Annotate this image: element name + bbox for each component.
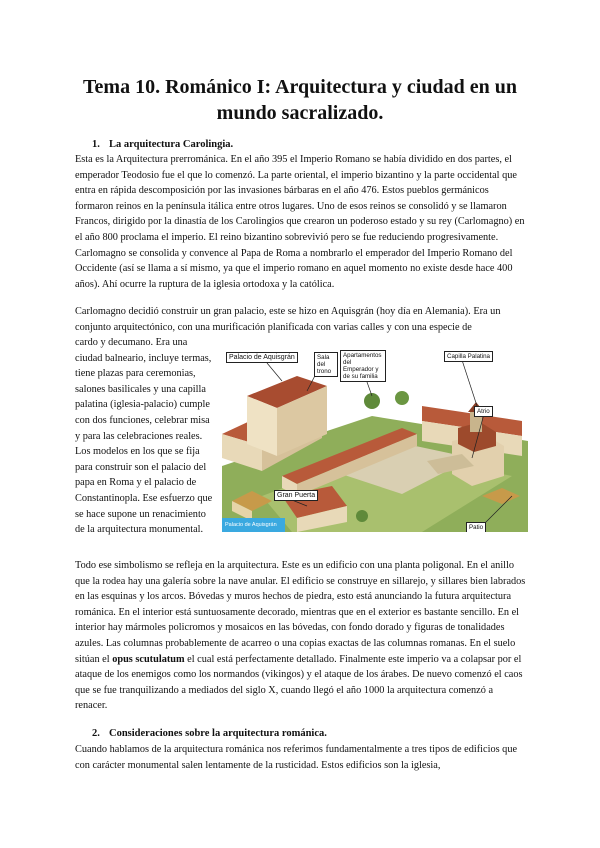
label-apartamentos: Apartamentos del Emperador y de su familia [340,350,386,382]
section-2-title: Consideraciones sobre la arquitectura románica. [109,728,327,739]
section-2-number: 2. [92,728,100,739]
paragraph-4: Cuando hablamos de la arquitectura románica nos referimos fundamentalmente a tres tipos de edificios que con carácter monumental salen lentamente de la rusticidad. Estos edificios son la iglesia, [75,744,518,771]
palace-illustration [222,346,528,532]
paragraph-1: Esta es la Arquitectura prerrománica. En el año 395 el Imperio Romano se había dividido en dos partes, el emperador Teodosio fue el que lo comenzó. La parte oriental, el imperio bizantino y la parte occidental que entra en rápida descomposición por las invasiones bárbaras en el año 476. Estos pueblos germánicos formaron reinos en la península itálica entre otros lugares. Uno de esos reinos se consolidó y se llamaron Francos, dirigido por la dinastía de los Carolingios que crearon un poderoso estado y su rey (Carlomagno) en el año 800 proclama el imperio. El reino bizantino sobrevivió pero se fue reduciendo progresivamente. Carlomagno se consolida y convence al Papa de Roma a nombrarlo el emperador del Imperio Romano del Occidente (así se llama a sí mismo, ya que el imperio romano en aquel momento no existe desde hace 400 años). Ahí ocurre la ruptura de la iglesia ortodoxa y la católica. [75,154,525,290]
paragraph-3 [75,558,527,714]
figure-caption: Palacio de Aquisgrán [222,518,285,532]
paragraph-2-wrapped: cardo y decumano. Era una ciudad balneario, incluye termas, tiene plazas para ceremonias, salones basilicales y una capilla palatina (iglesia-palacio) cumple con dos funciones, celebrar misa y para las celebraciones reales. Los modelos en los que se fija para construir son el palacio del papa en Roma y el palacio de Constantinopla. Ese esfuerzo que se hace supone un renacimiento de la arquitectura monumental. [75,337,213,536]
label-palacio: Palacio de Aquisgrán [226,352,298,363]
page-title [60,74,540,126]
paragraph-2: Carlomagno decidió construir un gran palacio, este se hizo en Aquisgrán (hoy día en Alemania). Era un conjunto arquitectónico, con una murificación planificada con varias calles y con una especie de [75,306,501,333]
label-atrio: Atrio [474,406,493,417]
opus-scutulatum-term: opus scutulatum [112,653,185,665]
paragraph-3-text-end: el cual está perfectamente detallado. Finalmente este imperio va a colapsar por el ataque de los enemigos como los normandos (vikingos) y el ataque de los árabes. De nuevo comenzó el caos que se fue tranquilizando a mediados del siglo X, cuando llegó el año 1000 la arquitectura comenzó a renacer. [75,653,523,712]
label-capilla-palatina: Capilla Palatina [444,351,493,362]
section-1-number: 1. [92,139,100,150]
label-gran-puerta: Gran Puerta [274,490,318,501]
label-sala-del-trono: Sala del trono [314,352,338,377]
title-line-1: Tema 10. Románico I: Arquitectura y ciudad en un [83,76,517,98]
section-1-heading [92,138,233,152]
label-patio: Patio [466,522,486,532]
section-1-title: La arquitectura Carolingia. [109,139,234,150]
paragraph-3-text: Todo ese simbolismo se refleja en la arquitectura. Este es un edificio con una planta poligonal. En el anillo que la rodea hay una galería sobre la nave anular. El edificio se construye en sillarejo, y sillares bien labrados en las esquinas y los arcos. Bóvedas y muros hechos de piedra, esto está anunciando la futura arquitectura románica. En el interior está suntuosamente decorado, mientras que en el exterior es bastante sencillo. En el interior hay mármoles policromos y mosaicos en las bóvedas, con fondo dorado y figuras de tonalidades azules. Las columnas probablemente de acarreo o una copias exactas de las columnas romanas. En el suelo sitúan el [75,560,526,665]
section-2-heading [92,727,327,741]
title-line-2: mundo sacralizado. [216,102,384,124]
